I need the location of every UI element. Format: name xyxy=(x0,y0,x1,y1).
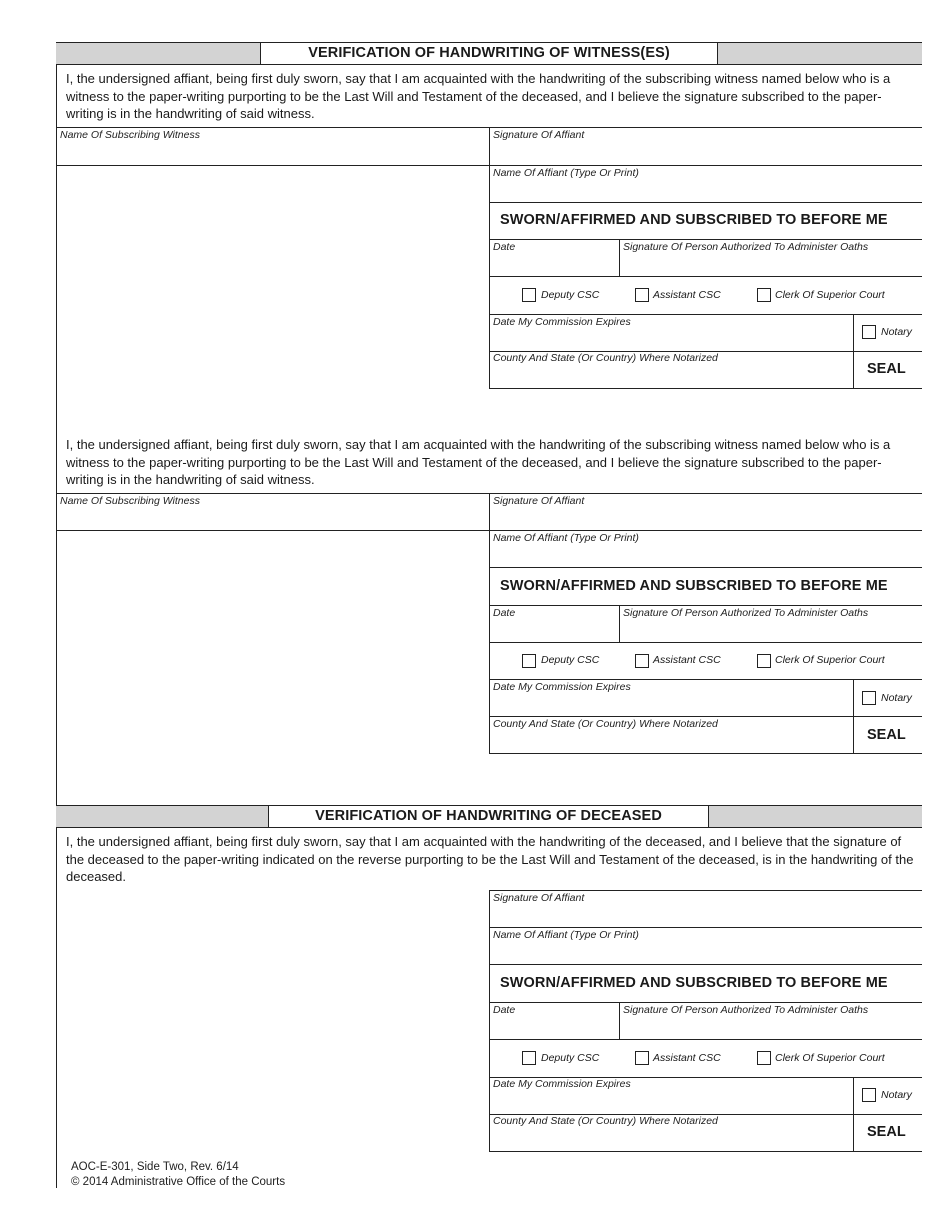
seal-label: SEAL xyxy=(867,727,906,743)
deputy-csc-checkbox[interactable] xyxy=(522,1051,536,1065)
signature-affiant-field[interactable] xyxy=(490,507,922,530)
authorized-signature-field[interactable] xyxy=(620,619,922,642)
authorized-signature-label: Signature Of Person Authorized To Administer Oaths xyxy=(623,1004,869,1016)
clerk-superior-court-label: Clerk Of Superior Court xyxy=(775,654,885,666)
witness-section-title: VERIFICATION OF HANDWRITING OF WITNESS(ES) xyxy=(260,42,718,65)
name-affiant-field[interactable] xyxy=(490,941,922,964)
county-state-field[interactable] xyxy=(490,730,852,753)
commission-expires-field[interactable] xyxy=(490,328,852,350)
assistant-csc-checkbox[interactable] xyxy=(635,1051,649,1065)
commission-expires-label: Date My Commission Expires xyxy=(493,316,631,328)
date-label: Date xyxy=(493,241,516,253)
form-id: AOC-E-301, Side Two, Rev. 6/14 xyxy=(71,1161,239,1173)
sworn-heading: SWORN/AFFIRMED AND SUBSCRIBED TO BEFORE ME xyxy=(500,212,888,228)
assistant-csc-label: Assistant CSC xyxy=(653,1052,721,1064)
witness-1-paragraph: I, the undersigned affiant, being first duly sworn, say that I am acquainted with the handwriting of the subscribing witness named below who is a witness to the paper-writing purporting to be the Last Will and Testament of the deceased, and I believe the signature subscribed to the paper-writing is in the handwriting of said witness. xyxy=(66,71,891,121)
deputy-csc-checkbox[interactable] xyxy=(522,654,536,668)
notary-label: Notary xyxy=(881,1089,912,1101)
name-affiant-field[interactable] xyxy=(490,544,922,567)
name-witness-field[interactable] xyxy=(57,141,488,165)
notary-checkbox[interactable] xyxy=(862,691,876,705)
signature-affiant-field[interactable] xyxy=(490,141,922,165)
name-affiant-field[interactable] xyxy=(490,179,922,202)
deputy-csc-label: Deputy CSC xyxy=(541,289,600,301)
name-witness-label: Name Of Subscribing Witness xyxy=(60,129,200,141)
county-state-field[interactable] xyxy=(490,1127,852,1150)
notary-checkbox[interactable] xyxy=(862,325,876,339)
seal-label: SEAL xyxy=(867,1124,906,1140)
county-state-field[interactable] xyxy=(490,364,852,388)
clerk-superior-court-label: Clerk Of Superior Court xyxy=(775,1052,885,1064)
signature-affiant-label: Signature Of Affiant xyxy=(493,892,585,904)
name-affiant-label: Name Of Affiant (Type Or Print) xyxy=(493,929,639,941)
notary-label: Notary xyxy=(881,692,912,704)
signature-affiant-label: Signature Of Affiant xyxy=(493,129,585,141)
deputy-csc-label: Deputy CSC xyxy=(541,654,600,666)
county-state-label: County And State (Or Country) Where Notarized xyxy=(493,718,718,730)
authorized-signature-label: Signature Of Person Authorized To Administer Oaths xyxy=(623,241,869,253)
deputy-csc-label: Deputy CSC xyxy=(541,1052,600,1064)
name-affiant-label: Name Of Affiant (Type Or Print) xyxy=(493,532,639,544)
date-field[interactable] xyxy=(490,1016,619,1039)
name-affiant-label: Name Of Affiant (Type Or Print) xyxy=(493,167,639,179)
commission-expires-label: Date My Commission Expires xyxy=(493,1078,631,1090)
notary-checkbox[interactable] xyxy=(862,1088,876,1102)
date-field[interactable] xyxy=(490,619,619,642)
sworn-heading: SWORN/AFFIRMED AND SUBSCRIBED TO BEFORE ME xyxy=(500,578,888,594)
signature-affiant-field[interactable] xyxy=(490,904,922,927)
clerk-superior-court-checkbox[interactable] xyxy=(757,654,771,668)
commission-expires-field[interactable] xyxy=(490,693,852,716)
seal-label: SEAL xyxy=(867,361,906,377)
deceased-title-bar xyxy=(56,805,922,828)
deputy-csc-checkbox[interactable] xyxy=(522,288,536,302)
date-label: Date xyxy=(493,607,516,619)
name-witness-field[interactable] xyxy=(57,507,488,530)
assistant-csc-checkbox[interactable] xyxy=(635,288,649,302)
page-left-border xyxy=(56,42,57,1188)
sworn-heading: SWORN/AFFIRMED AND SUBSCRIBED TO BEFORE ME xyxy=(500,975,888,991)
clerk-superior-court-label: Clerk Of Superior Court xyxy=(775,289,885,301)
authorized-signature-label: Signature Of Person Authorized To Administer Oaths xyxy=(623,607,869,619)
date-field[interactable] xyxy=(490,253,619,276)
witness-title-bar xyxy=(56,42,922,65)
assistant-csc-label: Assistant CSC xyxy=(653,289,721,301)
authorized-signature-field[interactable] xyxy=(620,253,922,276)
clerk-superior-court-checkbox[interactable] xyxy=(757,1051,771,1065)
commission-expires-label: Date My Commission Expires xyxy=(493,681,631,693)
deceased-paragraph: I, the undersigned affiant, being first duly sworn, say that I am acquainted with the handwriting of the deceased, and I believe that the signature of the deceased to the paper-writing indicated on the reverse purporting to be the Last Will and Testament of the deceased, is in the handwriting of the deceased. xyxy=(66,834,914,884)
notary-label: Notary xyxy=(881,326,912,338)
county-state-label: County And State (Or Country) Where Notarized xyxy=(493,352,718,364)
date-label: Date xyxy=(493,1004,516,1016)
witness-2-paragraph: I, the undersigned affiant, being first duly sworn, say that I am acquainted with the handwriting of the subscribing witness named below who is a witness to the paper-writing purporting to be the Last Will and Testament of the deceased, and I believe the signature subscribed to the paper-writing is in the handwriting of said witness. xyxy=(66,437,891,487)
county-state-label: County And State (Or Country) Where Notarized xyxy=(493,1115,718,1127)
clerk-superior-court-checkbox[interactable] xyxy=(757,288,771,302)
deceased-section-title: VERIFICATION OF HANDWRITING OF DECEASED xyxy=(268,805,709,828)
authorized-signature-field[interactable] xyxy=(620,1016,922,1039)
copyright: © 2014 Administrative Office of the Courts xyxy=(71,1176,286,1188)
assistant-csc-checkbox[interactable] xyxy=(635,654,649,668)
commission-expires-field[interactable] xyxy=(490,1090,852,1113)
signature-affiant-label: Signature Of Affiant xyxy=(493,495,585,507)
assistant-csc-label: Assistant CSC xyxy=(653,654,721,666)
name-witness-label: Name Of Subscribing Witness xyxy=(60,495,200,507)
